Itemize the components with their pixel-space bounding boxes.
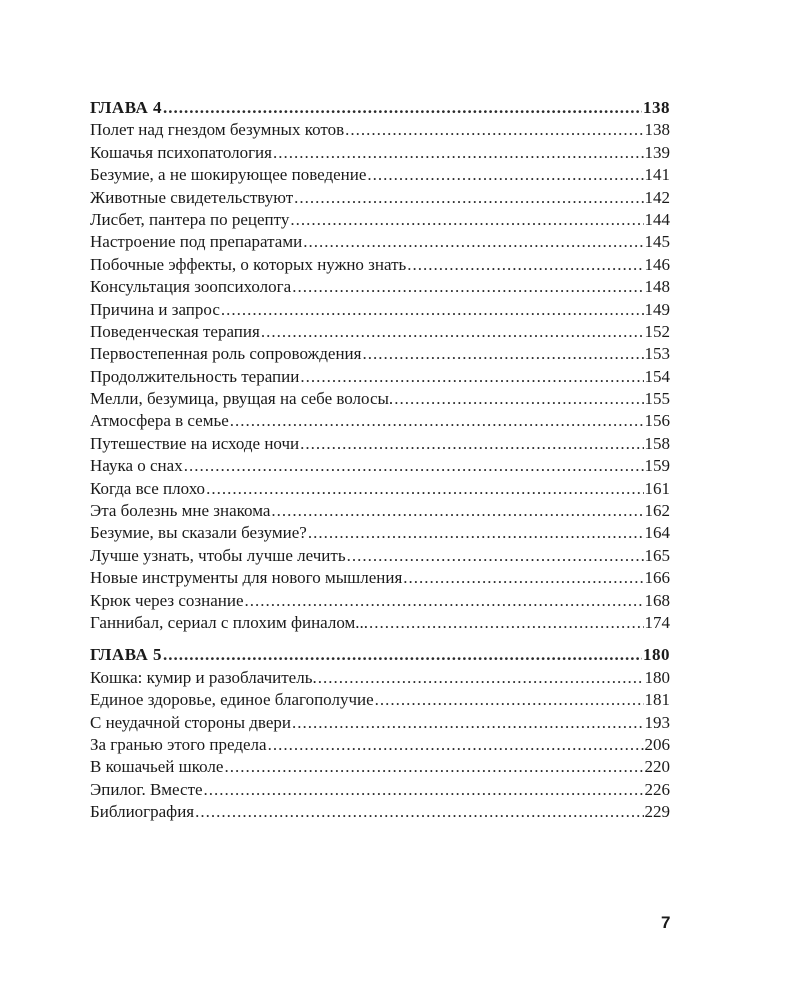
entry-title: Продолжительность терапии [90,366,300,386]
entry-page-number: 166 [644,568,670,588]
toc-entry [90,455,670,477]
entry-page-number: 220 [644,757,670,777]
dot-leader [230,410,644,432]
entry-title: Эпилог. Вместе [90,779,203,799]
entry-title: Настроение под препаратами [90,232,303,252]
dot-leader [204,779,644,801]
dot-leader [163,644,642,666]
toc-entry [90,779,670,801]
page-number: 7 [661,913,671,932]
dot-leader [347,545,644,567]
entry-page-number: 148 [644,277,670,297]
dot-leader [294,187,643,209]
dot-leader [362,343,643,365]
entry-page-number: 154 [644,366,670,386]
entry-page-number: 229 [644,802,670,822]
toc-entry [90,366,670,388]
entry-title: Мелли, безумица, рвущая на себе волосы. [90,389,394,409]
toc-entry [90,388,670,410]
dot-leader [261,321,644,343]
dot-leader [303,231,643,253]
toc-entry [90,500,670,522]
toc-entry [90,801,670,823]
entry-title: Животные свидетельствуют [90,187,294,207]
dot-leader [394,388,643,410]
entry-title: Крюк через сознание [90,590,244,610]
entry-page-number: 193 [644,712,670,732]
entry-title: Атмосфера в семье [90,411,229,431]
entry-title: С неудачной стороны двери [90,712,291,732]
entry-title: Единое здоровье, единое благополучие [90,690,374,710]
entry-title: Путешествие на исходе ночи [90,433,300,453]
entry-title: Лисбет, пантера по рецепту [90,209,290,229]
dot-leader [195,801,643,823]
dot-leader [245,590,644,612]
toc-entry [90,254,670,276]
dot-leader [308,522,644,544]
toc-entry [90,299,670,321]
chapter-title: ГЛАВА 4 [90,98,162,117]
entry-page-number: 158 [644,433,670,453]
entry-page-number: 162 [644,501,670,521]
entry-page-number: 142 [644,187,670,207]
entry-title: Первостепенная роль сопровождения [90,344,362,364]
toc-entry [90,478,670,500]
entry-title: Безумие, а не шокирующее поведение [90,165,367,185]
entry-page-number: 206 [644,734,670,754]
dot-leader [407,254,643,276]
dot-leader [273,142,644,164]
entry-page-number: 161 [644,478,670,498]
dot-leader [290,209,643,231]
dot-leader [375,689,644,711]
dot-leader [292,276,643,298]
toc-entry [90,756,670,778]
entry-page-number: 141 [644,165,670,185]
chapter-4-heading [90,97,670,119]
entry-title: Причина и запрос [90,299,220,319]
entry-title: Полет над гнездом безумных котов [90,120,345,140]
toc-entry [90,433,670,455]
chapter-page-number: 180 [643,645,670,665]
toc-entry [90,667,670,689]
toc-entry [90,119,670,141]
entry-page-number: 144 [644,209,670,229]
entry-page-number: 181 [644,690,670,710]
toc-entry [90,343,670,365]
dot-leader [271,500,643,522]
toc-entry [90,612,670,634]
entry-title: Когда все плохо [90,478,206,498]
toc-entry [90,734,670,756]
entry-page-number: 145 [644,232,670,252]
toc-entry [90,689,670,711]
toc-entry [90,712,670,734]
toc-entry [90,590,670,612]
toc-entry [90,321,670,343]
toc-entry [90,164,670,186]
toc-entry [90,187,670,209]
entry-title: Кошка: кумир и разоблачитель. [90,667,317,687]
entry-title: Кошачья психопатология [90,142,272,162]
dot-leader [345,119,643,141]
dot-leader [221,299,644,321]
dot-leader [206,478,643,500]
dot-leader [369,612,643,634]
dot-leader [268,734,644,756]
entry-page-number: 180 [644,667,670,687]
toc-entry [90,410,670,432]
entry-title: Новые инструменты для нового мышления [90,568,403,588]
entry-page-number: 146 [644,254,670,274]
dot-leader [184,455,644,477]
dot-leader [367,164,643,186]
entry-page-number: 138 [644,120,670,140]
dot-leader [292,712,644,734]
entry-page-number: 156 [644,411,670,431]
entry-title: Безумие, вы сказали безумие? [90,523,307,543]
entry-title: В кошачьей школе [90,757,224,777]
entry-page-number: 152 [644,321,670,341]
entry-title: Ганнибал, сериал с плохим финалом... [90,612,369,632]
toc-entry [90,142,670,164]
dot-leader [300,433,643,455]
dot-leader [318,667,644,689]
toc-entry [90,276,670,298]
entry-title: Эта болезнь мне знакома [90,501,271,521]
chapter-title: ГЛАВА 5 [90,645,162,665]
entry-page-number: 149 [644,299,670,319]
entry-title: Побочные эффекты, о которых нужно знать [90,254,407,274]
entry-title: Консультация зоопсихолога [90,277,292,297]
toc-entry [90,522,670,544]
entry-page-number: 159 [644,456,670,476]
entry-title: Лучше узнать, чтобы лучше лечить [90,545,346,565]
entry-page-number: 165 [644,545,670,565]
entry-page-number: 139 [644,142,670,162]
chapter-5-heading [90,644,670,666]
entry-page-number: 153 [644,344,670,364]
table-of-contents [90,97,670,824]
entry-page-number: 155 [644,389,670,409]
entry-page-number: 226 [644,779,670,799]
dot-leader [403,567,643,589]
entry-page-number: 164 [644,523,670,543]
toc-entry [90,231,670,253]
entry-title: За гранью этого предела [90,734,267,754]
entry-page-number: 174 [644,612,670,632]
toc-entry [90,209,670,231]
entry-title: Библиография [90,802,195,822]
entry-page-number: 168 [644,590,670,610]
dot-leader [300,366,643,388]
toc-entry [90,545,670,567]
dot-leader [224,756,643,778]
entry-title: Поведенческая терапия [90,321,260,341]
entry-title: Наука о снах [90,456,183,476]
toc-entry [90,567,670,589]
dot-leader [163,97,642,119]
chapter-page-number: 138 [643,98,670,117]
